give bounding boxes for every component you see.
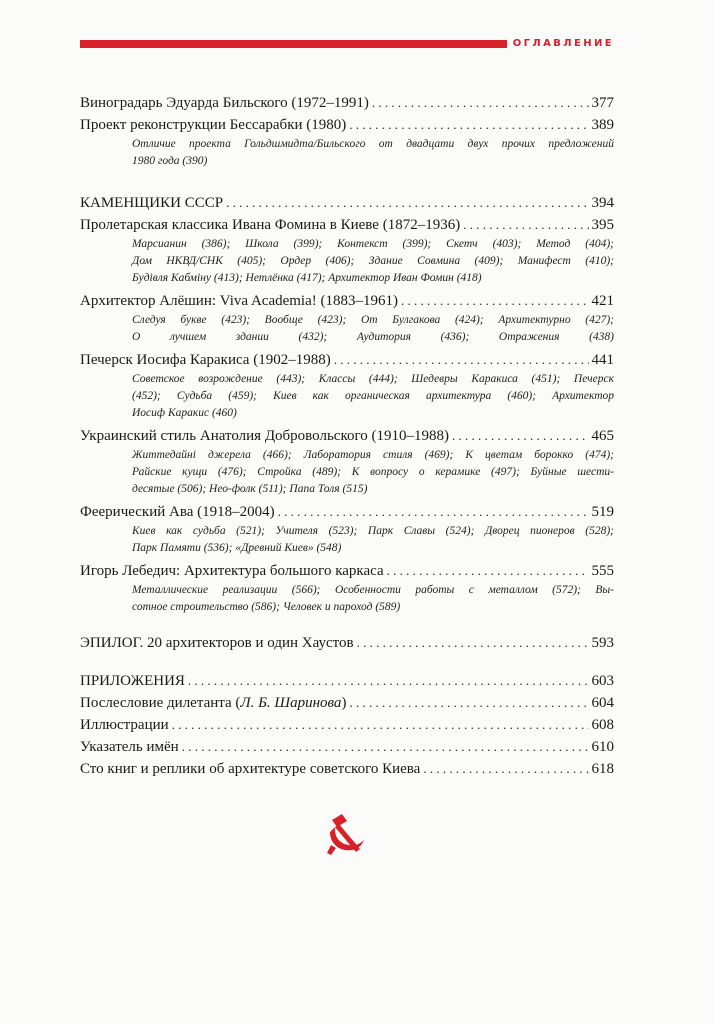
toc-subentry-line: Будівля Кабміну (413); Нетлёнка (417); Архитектор Иван Фомин (418) (132, 272, 482, 284)
toc-section-title: ЭПИЛОГ. 20 архитекторов и один Хаустов (80, 635, 354, 651)
toc-leader-dots (401, 290, 589, 311)
toc-section-title: ПРИЛОЖЕНИЯ (80, 673, 185, 689)
toc-entry-page: 603 (591, 673, 614, 689)
toc-subentry-line: Парк Памяти (536); «Древний Киев» (548) (132, 542, 342, 554)
toc-subentries (80, 523, 614, 557)
toc-subentries (80, 236, 614, 287)
toc-subentries (80, 447, 614, 498)
toc-entry-title: Указатель имён (80, 739, 179, 755)
toc-entry-page: 395 (591, 217, 614, 233)
toc-entry-title: Архитектор Алёшин: Viva Academia! (1883–1961) (80, 293, 398, 309)
toc-entry-title: Пролетарская классика Ивана Фомина в Киеве (1872–1936) (80, 217, 461, 233)
toc-subentry-line: Киев как судьба (521); Учителя (523); Парк Славы (524); Дворец пионеров (528); (132, 525, 614, 537)
toc-section[interactable] (80, 670, 614, 692)
toc-subentry-line: Життедайні джерела (466); Лаборатория стиля (469); К цветам борокко (474); (132, 449, 614, 461)
toc-subentry-line: 1980 года (390) (132, 155, 208, 167)
toc-entry[interactable] (80, 692, 614, 714)
page-header (80, 38, 614, 50)
toc-subentry-line: Следуя букве (423); Вообще (423); От Булгакова (424); Архитектурно (427); (132, 314, 614, 326)
toc-subentry-line: Отличие проекта Гольдшмидта/Бильского от двадцати двух прочих предложений (132, 138, 614, 150)
toc-subentry-line: О лучшем здании (432); Аудитория (436); Отражения (438) (132, 331, 614, 343)
table-of-contents (80, 92, 614, 780)
toc-leader-dots (172, 714, 589, 735)
toc-leader-dots (372, 92, 589, 113)
toc-entry-title: Игорь Лебедич: Архитектура большого каркаса (80, 563, 384, 579)
toc-subentry-line: Дом НКВД/СНК (405); Ордер (406); Здание Совмина (409); Манифест (410); (132, 255, 614, 267)
toc-entry-page: 608 (591, 717, 614, 733)
toc-leader-dots (278, 501, 589, 522)
toc-leader-dots (452, 425, 589, 446)
toc-entry-page: 604 (591, 695, 614, 711)
toc-subentry-line: десятые (506); Нео-фолк (511); Папа Толя (515) (132, 483, 368, 495)
toc-entry-page: 394 (591, 195, 614, 211)
toc-section[interactable] (80, 192, 614, 214)
toc-subentry-line: Иосиф Каракис (460) (132, 407, 237, 419)
toc-entry-page: 593 (591, 635, 614, 651)
toc-entry-page: 618 (591, 761, 614, 777)
toc-entry[interactable] (80, 114, 614, 136)
toc-entry-title: Феерический Ава (1918–2004) (80, 504, 275, 520)
toc-leader-dots (182, 736, 589, 757)
toc-subentry-line: сотное строительство (586); Человек и пароход (589) (132, 601, 401, 613)
toc-leader-dots (357, 632, 589, 653)
toc-entry[interactable] (80, 736, 614, 758)
toc-entry-page: 465 (591, 428, 614, 444)
toc-entry[interactable] (80, 92, 614, 114)
toc-leader-dots (349, 114, 588, 135)
header-red-bar (80, 40, 507, 48)
toc-leader-dots (226, 192, 588, 213)
toc-subentry-line: Советское возрождение (443); Классы (444); Шедевры Каракиса (451); Печерск (132, 373, 614, 385)
toc-subentries (80, 582, 614, 616)
toc-entry[interactable] (80, 214, 614, 236)
toc-entry-title: Украинский стиль Анатолия Добровольского (1910–1988) (80, 428, 449, 444)
toc-entry-title: Послесловие дилетанта (Л. Б. Шаринова) (80, 695, 347, 711)
toc-leader-dots (387, 560, 589, 581)
toc-entry-title: Виноградарь Эдуарда Бильского (1972–1991) (80, 95, 369, 111)
toc-subentry-line: (452); Судьба (459); Киев как органическая архитектура (460); Архитектор (132, 390, 614, 402)
toc-entry[interactable] (80, 758, 614, 780)
toc-section-title: КАМЕНЩИКИ СССР (80, 195, 224, 211)
toc-leader-dots (463, 214, 588, 235)
toc-subentry-line: Райские кущи (476); Стройка (489); К вопросу о керамике (497); Буйные шести- (132, 466, 614, 478)
toc-entry-title: Иллюстрации (80, 717, 169, 733)
toc-entry-page: 441 (591, 352, 614, 368)
hammer-and-sickle-icon (322, 812, 368, 858)
toc-entry[interactable] (80, 714, 614, 736)
toc-subentry-line: Металлические реализации (566); Особенности работы с металлом (572); Вы- (132, 584, 614, 596)
toc-section[interactable] (80, 632, 614, 654)
toc-subentries (80, 312, 614, 346)
toc-entry[interactable] (80, 425, 614, 447)
toc-subentry-line: Марсианин (386); Школа (399); Контекст (399); Скетч (403); Метод (404); (132, 238, 614, 250)
toc-leader-dots (188, 670, 589, 691)
toc-entry-title: Печерск Иосифа Каракиса (1902–1988) (80, 352, 331, 368)
toc-entry-title: Проект реконструкции Бессарабки (1980) (80, 117, 347, 133)
toc-subentries (80, 136, 614, 170)
toc-entry[interactable] (80, 501, 614, 523)
toc-entry-page: 610 (591, 739, 614, 755)
toc-entry-page: 389 (591, 117, 614, 133)
toc-entry-page: 555 (591, 563, 614, 579)
toc-entry[interactable] (80, 560, 614, 582)
toc-leader-dots (423, 758, 588, 779)
toc-entry-title: Сто книг и реплики об архитектуре советского Киева (80, 761, 421, 777)
toc-entry-page: 519 (591, 504, 614, 520)
toc-leader-dots (334, 349, 589, 370)
toc-entry[interactable] (80, 349, 614, 371)
toc-entry[interactable] (80, 290, 614, 312)
toc-entry-page: 377 (591, 95, 614, 111)
header-title: ОГЛАВЛЕНИЕ (512, 38, 614, 49)
toc-leader-dots (349, 692, 588, 713)
toc-subentries (80, 371, 614, 422)
toc-entry-page: 421 (591, 293, 614, 309)
